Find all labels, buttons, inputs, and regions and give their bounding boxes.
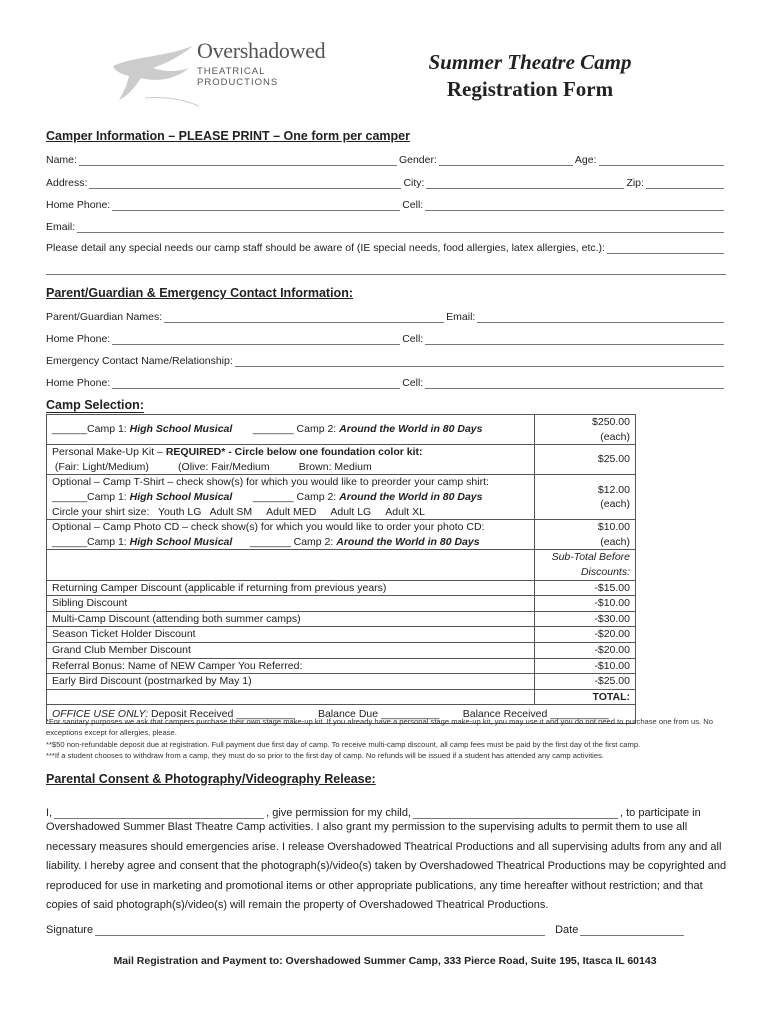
tshirt-row[interactable]: Optional – Camp T-Shirt – check show(s) for which you would like to preorder your camp shirt: ______Camp 1: High School Musical _______ Camp 2: Around the World in 80 Days Circle your shirt size: Youth LG Adult SM Adult MED Adult LG Adult XL xyxy=(47,475,535,520)
parent-section-heading: Parent/Guardian & Emergency Contact Information: xyxy=(46,286,353,300)
email-field[interactable] xyxy=(77,222,724,233)
consent-participate: , to participate in xyxy=(620,807,701,819)
parent-home-phone-field[interactable] xyxy=(112,334,400,345)
parent-home-phone-label: Home Phone: xyxy=(46,333,111,345)
date-field[interactable] xyxy=(580,925,684,936)
tshirt-price: $12.00 (each) xyxy=(535,475,636,520)
discount-amount: -$10.00 xyxy=(535,658,636,674)
consent-body: Overshadowed Summer Blast Theatre Camp activities. I also grant my permission to the supervising adults to permit them to use all necessary measures should emergencies arise. I release Overshadowed Theatrical Productions and all supervising adults from any and all liability. I hereby agree and consent that the photograph(s)/video(s) taken by Overshadowed Theatrical Productions may be copyrighted and reproduced for use in marketing and promotional items or other appropriate publications, any time hereafter without restriction; and that copies of said photograph(s)/video(s) will remain the property of Overshadowed Theatrical Productions. xyxy=(46,821,727,911)
discount-amount: -$25.00 xyxy=(535,674,636,690)
emergency-cell-field[interactable] xyxy=(425,378,724,389)
discount-label: Early Bird Discount (postmarked by May 1) xyxy=(47,674,535,690)
total-label: TOTAL: xyxy=(535,689,636,705)
emergency-home-phone-field[interactable] xyxy=(112,378,400,389)
signature-label: Signature xyxy=(46,924,94,936)
email-label: Email: xyxy=(46,221,76,233)
photo-cd-price: $10.00 (each) xyxy=(535,520,636,550)
emergency-phone-row xyxy=(46,375,726,389)
office-use-row: OFFICE USE ONLY: Deposit Received __________ Balance Due __________ Balance Received __________ xyxy=(47,705,636,724)
signature-field[interactable] xyxy=(95,925,545,936)
camp2-blank: _______ Camp 2: xyxy=(232,423,340,436)
name-label: Name: xyxy=(46,154,77,166)
form-subtitle: Registration Form xyxy=(446,77,614,101)
discount-amount: -$30.00 xyxy=(535,611,636,627)
parent-email-label: Email: xyxy=(446,311,476,323)
logo-subtitle: THEATRICAL PRODUCTIONS xyxy=(197,66,279,88)
camp-section-heading: Camp Selection: xyxy=(46,398,144,412)
discount-amount: -$20.00 xyxy=(535,642,636,658)
subtotal-label: Sub-Total Before Discounts: xyxy=(535,550,636,580)
cell-label: Cell: xyxy=(402,199,424,211)
consent-line xyxy=(46,804,726,819)
special-needs-field[interactable] xyxy=(607,243,724,254)
discount-label: Sibling Discount xyxy=(47,596,535,612)
subtotal-row xyxy=(47,550,535,580)
address-field[interactable] xyxy=(89,178,401,189)
discount-label: Season Ticket Holder Discount xyxy=(47,627,535,643)
parent-cell-label: Cell: xyxy=(402,333,424,345)
form-title: Summer Theatre Camp xyxy=(428,50,632,74)
photo-cd-row[interactable]: Optional – Camp Photo CD – check show(s) for which you would like to order your photo CD: ______Camp 1: High School Musical _______ Camp 2: Around the World in 80 Days xyxy=(47,520,535,550)
home-phone-label: Home Phone: xyxy=(46,199,111,211)
emergency-row xyxy=(46,353,726,367)
parent-names-label: Parent/Guardian Names: xyxy=(46,311,163,323)
camp-selection-table xyxy=(46,414,636,724)
emergency-home-phone-label: Home Phone: xyxy=(46,377,111,389)
mail-instructions: Mail Registration and Payment to: Overshadowed Summer Camp, 333 Pierce Road, Suite 195, Itasca IL 60143 xyxy=(113,955,657,967)
name-field[interactable] xyxy=(79,155,397,166)
cell-field[interactable] xyxy=(425,200,724,211)
date-label: Date xyxy=(555,924,579,936)
city-label: City: xyxy=(403,177,425,189)
dove-icon xyxy=(105,38,200,108)
camper-address-row xyxy=(46,175,726,189)
zip-field[interactable] xyxy=(646,178,724,189)
gender-label: Gender: xyxy=(398,154,437,166)
footnote-3: ***If a student chooses to withdraw from a camp, they must do so prior to the first day of camp. No refunds will be issued if a student has attended any camp activities. xyxy=(46,751,604,760)
special-needs-row xyxy=(46,240,726,254)
logo-name: Overshadowed xyxy=(197,38,326,63)
camp-row[interactable] xyxy=(47,415,535,445)
emergency-cell-label: Cell: xyxy=(402,377,424,389)
camp1-blank: ______Camp 1: xyxy=(52,423,130,436)
camper-phone-row xyxy=(46,197,726,211)
total-row xyxy=(47,689,535,705)
makeup-row[interactable]: Personal Make-Up Kit – REQUIRED* - Circle below one foundation color kit: (Fair: Light/Medium) (Olive: Fair/Medium Brown: Medium xyxy=(47,445,535,475)
discount-amount: -$10.00 xyxy=(535,596,636,612)
discount-label: Multi-Camp Discount (attending both summer camps) xyxy=(47,611,535,627)
discount-label: Grand Club Member Discount xyxy=(47,642,535,658)
emergency-field[interactable] xyxy=(235,356,724,367)
parent-cell-field[interactable] xyxy=(425,334,724,345)
logo xyxy=(105,38,345,108)
footnote-2: **$50 non-refundable deposit due at registration. Full payment due first day of camp. To receive multi-camp discount, all camp fees must be paid by the first day of the first camp. xyxy=(46,740,641,749)
discount-label: Referral Bonus: Name of NEW Camper You Referred: xyxy=(47,658,535,674)
camper-email-row xyxy=(46,219,726,233)
consent-i: I, xyxy=(46,807,53,819)
age-field[interactable] xyxy=(599,155,725,166)
address-label: Address: xyxy=(46,177,88,189)
parent-names-row xyxy=(46,309,726,323)
age-label: Age: xyxy=(574,154,597,166)
discount-label: Returning Camper Discount (applicable if returning from previous years) xyxy=(47,580,535,596)
signature-row xyxy=(46,924,686,936)
consent-give: , give permission for my child, xyxy=(266,807,412,819)
parent-names-field[interactable] xyxy=(164,312,444,323)
zip-label: Zip: xyxy=(626,177,644,189)
consent-section-heading: Parental Consent & Photography/Videography Release: xyxy=(46,772,376,786)
emergency-label: Emergency Contact Name/Relationship: xyxy=(46,355,233,367)
special-needs-field-2[interactable] xyxy=(46,264,726,275)
camp-price: $250.00 (each) xyxy=(535,415,636,445)
camp2-title: Around the World in 80 Days xyxy=(339,423,483,436)
parent-phone-row xyxy=(46,331,726,345)
camper-name-row xyxy=(46,152,726,166)
home-phone-field[interactable] xyxy=(112,200,400,211)
footnote-1: *For sanitary purposes we ask that campers purchase their own stage make-up kit. If you already have a personal stage make-up kit, you may use it and you do not need to purchase one from us. No exceptions except for allergies, please. xyxy=(46,717,713,737)
parent-email-field[interactable] xyxy=(477,312,724,323)
discount-amount: -$20.00 xyxy=(535,627,636,643)
camp1-title: High School Musical xyxy=(129,423,233,436)
camper-section-heading: Camper Information – PLEASE PRINT – One form per camper xyxy=(46,129,410,143)
city-field[interactable] xyxy=(426,178,624,189)
discount-amount: -$15.00 xyxy=(535,580,636,596)
special-needs-label: Please detail any special needs our camp staff should be aware of (IE special needs, food allergies, latex allergies, etc.): xyxy=(46,242,605,254)
makeup-price: $25.00 xyxy=(535,445,636,475)
gender-field[interactable] xyxy=(439,155,573,166)
